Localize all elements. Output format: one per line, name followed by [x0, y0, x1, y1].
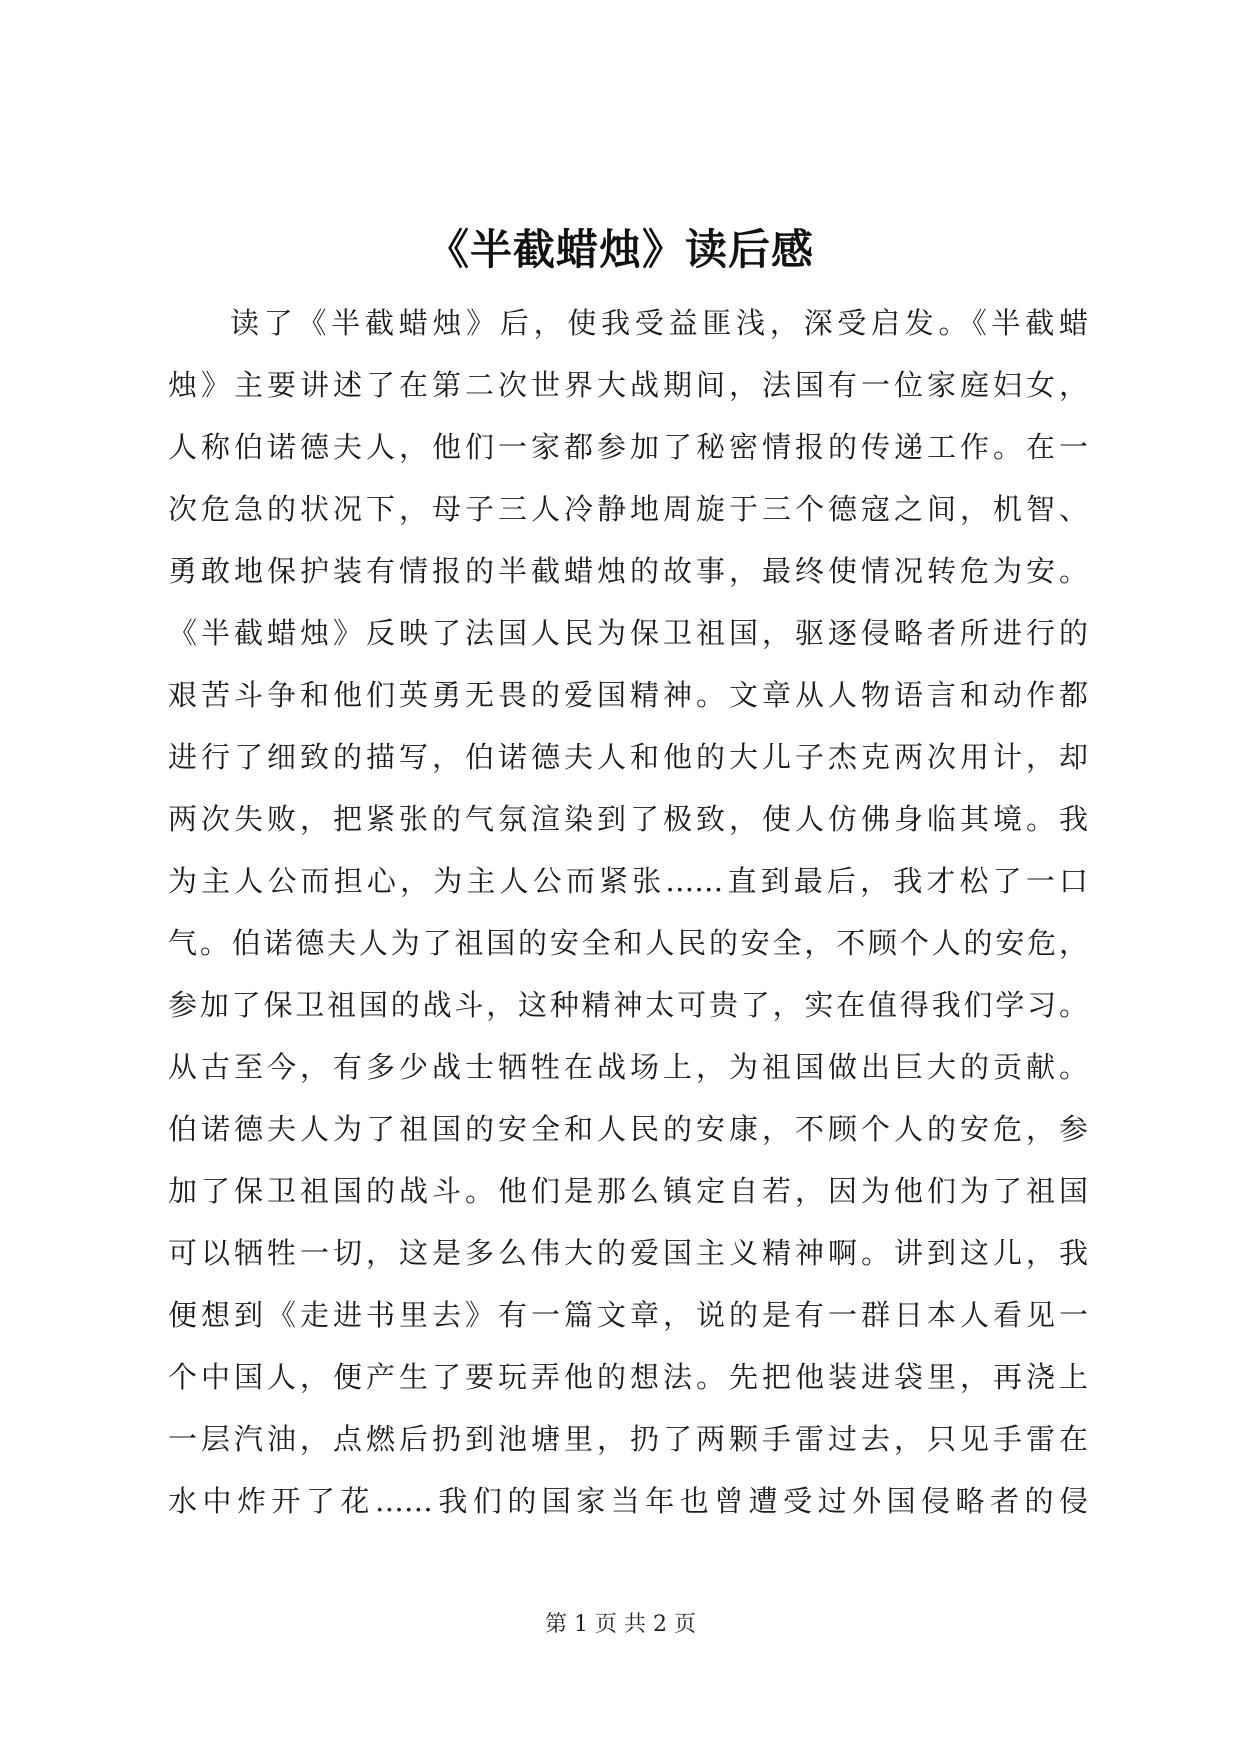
body-line: 个中国人，便产生了要玩弄他的想法。先把他装进袋里，再浇上 [168, 1360, 1088, 1394]
body-line: 勇敢地保护装有情报的半截蜡烛的故事，最终使情况转危为安。 [168, 554, 1088, 588]
body-line: 人称伯诺德夫人，他们一家都参加了秘密情报的传递工作。在一 [168, 430, 1088, 464]
body-line: 加了保卫祖国的战斗。他们是那么镇定自若，因为他们为了祖国 [168, 1174, 1088, 1208]
body-line: 次危急的状况下，母子三人冷静地周旋于三个德寇之间，机智、 [168, 492, 1088, 526]
body-line: 可以牺牲一切，这是多么伟大的爱国主义精神啊。讲到这儿，我 [168, 1236, 1088, 1270]
body-line: 烛》主要讲述了在第二次世界大战期间，法国有一位家庭妇女， [168, 368, 1088, 402]
document-title: 《半截蜡烛》读后感 [426, 225, 814, 274]
body-line: 读了《半截蜡烛》后，使我受益匪浅，深受启发。《半截蜡 [230, 306, 1088, 340]
body-line: 为主人公而担心，为主人公而紧张……直到最后，我才松了一口 [168, 864, 1088, 898]
body-line: 便想到《走进书里去》有一篇文章，说的是有一群日本人看见一 [168, 1298, 1088, 1332]
body-line: 参加了保卫祖国的战斗，这种精神太可贵了，实在值得我们学习。 [168, 988, 1088, 1022]
body-line: 艰苦斗争和他们英勇无畏的爱国精神。文章从人物语言和动作都 [168, 678, 1088, 712]
body-line: 一层汽油，点燃后扔到池塘里，扔了两颗手雷过去，只见手雷在 [168, 1422, 1088, 1456]
page-number-footer: 第 1 页 共 2 页 [545, 1612, 696, 1637]
body-line: 进行了细致的描写，伯诺德夫人和他的大儿子杰克两次用计，却 [168, 740, 1088, 774]
body-line: 从古至今，有多少战士牺牲在战场上，为祖国做出巨大的贡献。 [168, 1050, 1088, 1084]
body-line: 两次失败，把紧张的气氛渲染到了极致，使人仿佛身临其境。我 [168, 802, 1088, 836]
document-body [168, 292, 1088, 1532]
body-line: 《半截蜡烛》反映了法国人民为保卫祖国，驱逐侵略者所进行的 [168, 616, 1088, 650]
body-line: 水中炸开了花……我们的国家当年也曾遭受过外国侵略者的侵 [168, 1484, 1088, 1518]
body-line: 伯诺德夫人为了祖国的安全和人民的安康，不顾个人的安危，参 [168, 1112, 1088, 1146]
body-line: 气。伯诺德夫人为了祖国的安全和人民的安全，不顾个人的安危， [168, 926, 1088, 960]
